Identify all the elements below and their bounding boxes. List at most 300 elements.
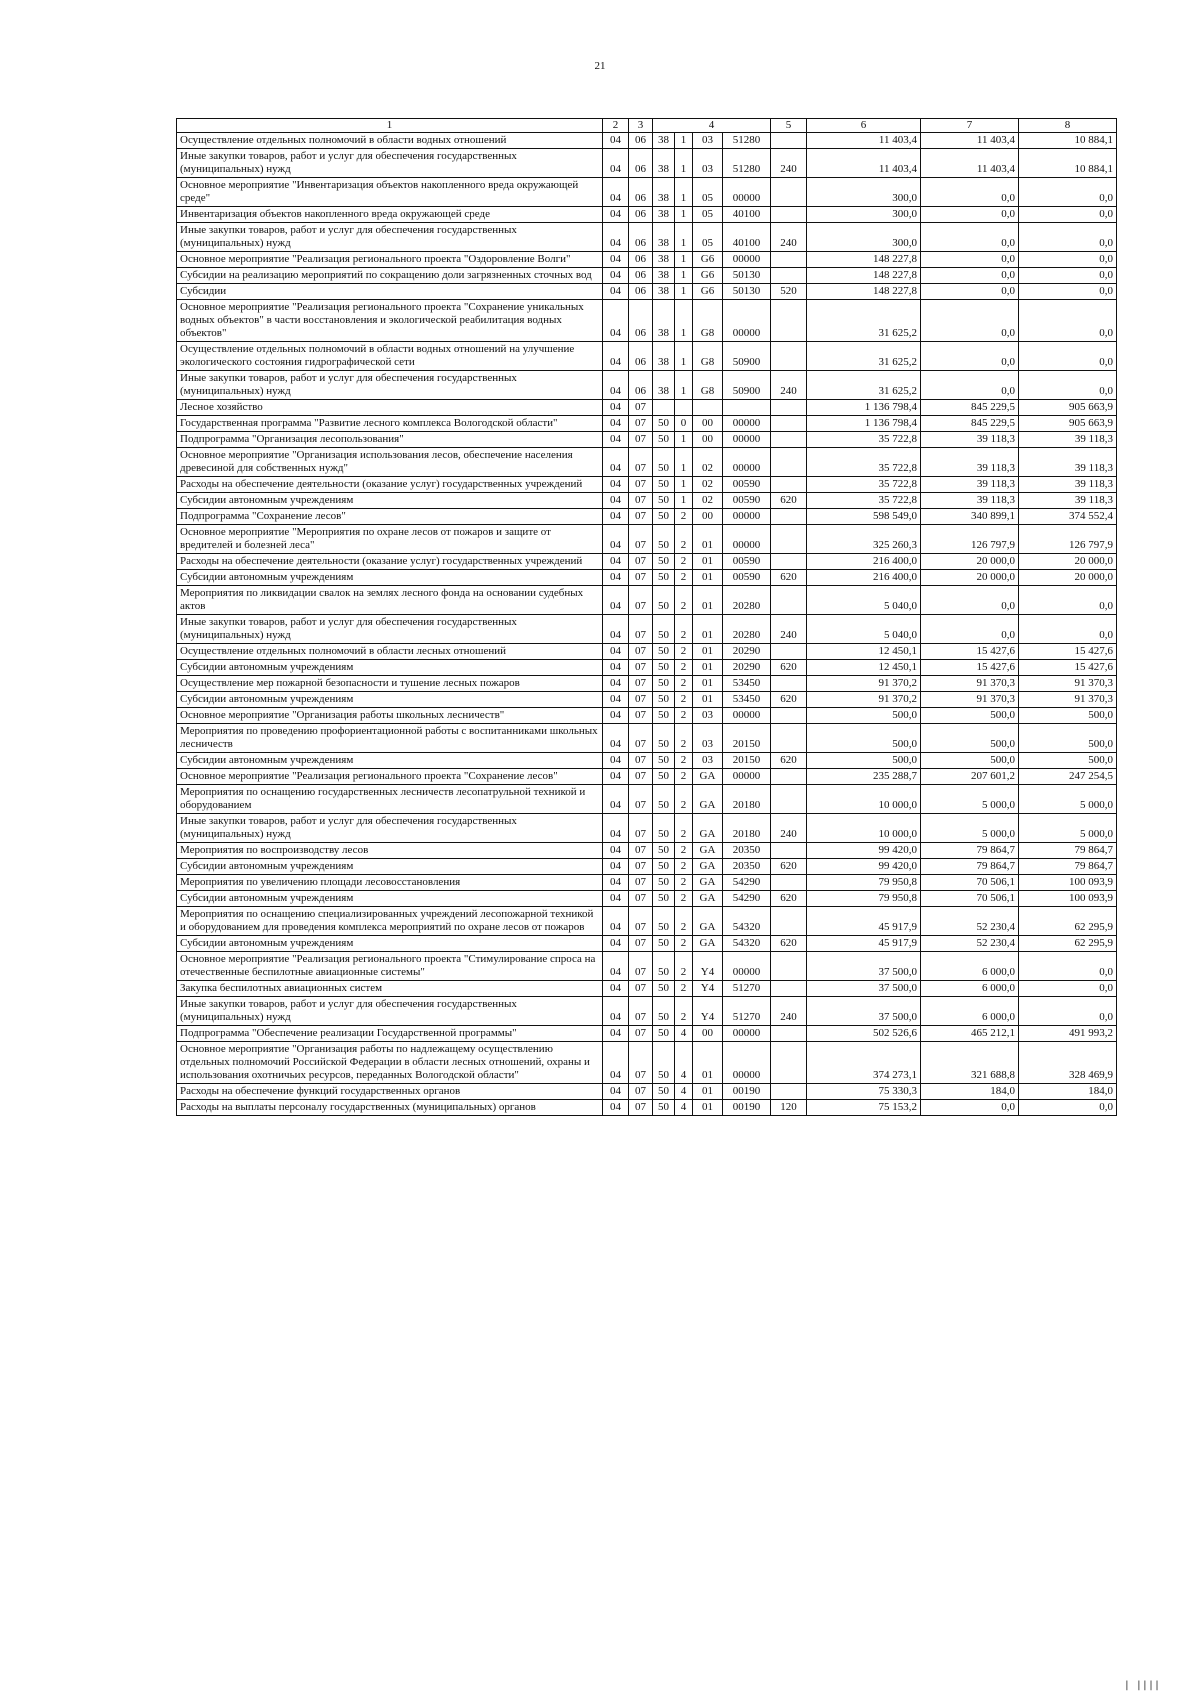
- cell-amount-8: 79 864,7: [1019, 843, 1117, 859]
- row-name: Расходы на обеспечение функций государственных органов: [177, 1084, 603, 1100]
- cell-expense-type: [771, 509, 807, 525]
- cell-direction: 50130: [723, 268, 771, 284]
- cell-amount-8: 247 254,5: [1019, 769, 1117, 785]
- cell-subsection: 07: [629, 907, 653, 936]
- cell-amount-7: 0,0: [921, 1100, 1019, 1116]
- cell-expense-type: [771, 477, 807, 493]
- cell-amount-6: 31 625,2: [807, 371, 921, 400]
- cell-amount-8: 905 663,9: [1019, 400, 1117, 416]
- cell-amount-8: 0,0: [1019, 952, 1117, 981]
- table-row: [177, 859, 1117, 875]
- cell-subsection: 07: [629, 525, 653, 554]
- cell-direction: 51270: [723, 997, 771, 1026]
- cell-section: 04: [603, 1100, 629, 1116]
- cell-amount-8: 0,0: [1019, 586, 1117, 615]
- cell-program: 50: [653, 1026, 675, 1042]
- table-row: [177, 400, 1117, 416]
- cell-amount-6: 35 722,8: [807, 432, 921, 448]
- cell-subsection: 06: [629, 207, 653, 223]
- cell-event: GA: [693, 785, 723, 814]
- cell-section: 04: [603, 477, 629, 493]
- cell-amount-6: 1 136 798,4: [807, 400, 921, 416]
- row-name: Основное мероприятие "Организация использования лесов, обеспечение населения древесиной для собственных нужд": [177, 448, 603, 477]
- cell-event: 01: [693, 554, 723, 570]
- cell-section: 04: [603, 342, 629, 371]
- table-row: [177, 525, 1117, 554]
- table-row: [177, 660, 1117, 676]
- cell-program: 50: [653, 477, 675, 493]
- cell-amount-8: 0,0: [1019, 223, 1117, 252]
- cell-expense-type: 620: [771, 936, 807, 952]
- cell-expense-type: [771, 525, 807, 554]
- cell-direction: 53450: [723, 676, 771, 692]
- cell-amount-6: 91 370,2: [807, 692, 921, 708]
- cell-subsection: 06: [629, 342, 653, 371]
- cell-subprogram: 1: [675, 284, 693, 300]
- cell-amount-7: 39 118,3: [921, 493, 1019, 509]
- cell-subsection: 07: [629, 554, 653, 570]
- cell-program: 50: [653, 570, 675, 586]
- table-row: [177, 207, 1117, 223]
- cell-amount-7: 20 000,0: [921, 570, 1019, 586]
- cell-section: 04: [603, 660, 629, 676]
- column-header: 4: [653, 119, 771, 133]
- column-header: 1: [177, 119, 603, 133]
- cell-amount-6: 500,0: [807, 753, 921, 769]
- cell-subprogram: 2: [675, 997, 693, 1026]
- table-row: [177, 223, 1117, 252]
- row-name: Мероприятия по оснащению государственных лесничеств лесопатрульной техникой и оборудованием: [177, 785, 603, 814]
- cell-subsection: 06: [629, 300, 653, 342]
- cell-direction: 50900: [723, 342, 771, 371]
- row-name: Субсидии автономным учреждениям: [177, 859, 603, 875]
- row-name: Осуществление отдельных полномочий в области водных отношений: [177, 133, 603, 149]
- cell-section: 04: [603, 509, 629, 525]
- cell-amount-7: 52 230,4: [921, 936, 1019, 952]
- cell-expense-type: [771, 207, 807, 223]
- row-name: Мероприятия по ликвидации свалок на землях лесного фонда на основании судебных актов: [177, 586, 603, 615]
- table-row: [177, 1042, 1117, 1084]
- cell-direction: 00000: [723, 178, 771, 207]
- cell-amount-7: 52 230,4: [921, 907, 1019, 936]
- cell-event: G8: [693, 342, 723, 371]
- cell-expense-type: [771, 708, 807, 724]
- cell-subsection: 07: [629, 493, 653, 509]
- table-row: [177, 997, 1117, 1026]
- cell-amount-7: 70 506,1: [921, 875, 1019, 891]
- cell-direction: 51280: [723, 133, 771, 149]
- cell-direction: 20150: [723, 724, 771, 753]
- cell-expense-type: [771, 400, 807, 416]
- cell-section: 04: [603, 432, 629, 448]
- cell-subprogram: 1: [675, 207, 693, 223]
- row-name: Субсидии автономным учреждениям: [177, 891, 603, 907]
- table-row: [177, 753, 1117, 769]
- cell-amount-8: 15 427,6: [1019, 660, 1117, 676]
- cell-amount-7: 0,0: [921, 342, 1019, 371]
- cell-expense-type: [771, 769, 807, 785]
- cell-event: GA: [693, 907, 723, 936]
- cell-event: Y4: [693, 981, 723, 997]
- row-name: Подпрограмма "Сохранение лесов": [177, 509, 603, 525]
- cell-amount-7: 0,0: [921, 268, 1019, 284]
- cell-subprogram: [675, 400, 693, 416]
- table-row: [177, 416, 1117, 432]
- cell-expense-type: [771, 1042, 807, 1084]
- cell-subsection: 07: [629, 477, 653, 493]
- row-name: Мероприятия по оснащению специализированных учреждений лесопожарной техникой и оборудованием для проведения комплекса мероприятий по охране лесов от пожаров: [177, 907, 603, 936]
- cell-amount-6: 12 450,1: [807, 660, 921, 676]
- cell-program: 38: [653, 133, 675, 149]
- table-row: [177, 692, 1117, 708]
- cell-subsection: 06: [629, 268, 653, 284]
- cell-amount-6: 75 153,2: [807, 1100, 921, 1116]
- cell-program: 50: [653, 859, 675, 875]
- cell-amount-7: 5 000,0: [921, 814, 1019, 843]
- cell-subprogram: 2: [675, 554, 693, 570]
- cell-expense-type: [771, 676, 807, 692]
- row-name: Субсидии автономным учреждениям: [177, 660, 603, 676]
- cell-direction: [723, 400, 771, 416]
- cell-amount-6: 300,0: [807, 207, 921, 223]
- cell-expense-type: 240: [771, 814, 807, 843]
- cell-program: 50: [653, 1100, 675, 1116]
- cell-expense-type: 240: [771, 997, 807, 1026]
- cell-amount-8: 20 000,0: [1019, 570, 1117, 586]
- cell-section: 04: [603, 753, 629, 769]
- cell-amount-6: 91 370,2: [807, 676, 921, 692]
- cell-subprogram: 1: [675, 493, 693, 509]
- cell-event: G8: [693, 300, 723, 342]
- column-header: 6: [807, 119, 921, 133]
- cell-expense-type: [771, 875, 807, 891]
- table-row: [177, 477, 1117, 493]
- cell-amount-6: 500,0: [807, 724, 921, 753]
- cell-section: 04: [603, 416, 629, 432]
- cell-subprogram: 1: [675, 432, 693, 448]
- cell-event: 01: [693, 586, 723, 615]
- row-name: Подпрограмма "Обеспечение реализации Государственной программы": [177, 1026, 603, 1042]
- cell-amount-6: 10 000,0: [807, 785, 921, 814]
- cell-amount-7: 207 601,2: [921, 769, 1019, 785]
- cell-program: 38: [653, 371, 675, 400]
- cell-subprogram: 2: [675, 952, 693, 981]
- cell-direction: 54290: [723, 891, 771, 907]
- row-name: Иные закупки товаров, работ и услуг для обеспечения государственных (муниципальных) нужд: [177, 997, 603, 1026]
- row-name: Субсидии автономным учреждениям: [177, 692, 603, 708]
- cell-expense-type: [771, 178, 807, 207]
- cell-amount-8: 91 370,3: [1019, 676, 1117, 692]
- cell-amount-6: 325 260,3: [807, 525, 921, 554]
- table-row: [177, 724, 1117, 753]
- cell-event: 01: [693, 615, 723, 644]
- cell-amount-8: 126 797,9: [1019, 525, 1117, 554]
- row-name: Мероприятия по воспроизводству лесов: [177, 843, 603, 859]
- cell-program: 50: [653, 586, 675, 615]
- cell-subsection: 07: [629, 891, 653, 907]
- cell-amount-7: 39 118,3: [921, 448, 1019, 477]
- cell-section: 04: [603, 1084, 629, 1100]
- cell-event: 01: [693, 692, 723, 708]
- table-row: [177, 891, 1117, 907]
- cell-subprogram: 4: [675, 1042, 693, 1084]
- cell-event: 00: [693, 1026, 723, 1042]
- cell-amount-8: 0,0: [1019, 997, 1117, 1026]
- cell-program: 50: [653, 907, 675, 936]
- cell-amount-7: 0,0: [921, 284, 1019, 300]
- row-name: Субсидии: [177, 284, 603, 300]
- cell-amount-7: 500,0: [921, 753, 1019, 769]
- cell-event: 03: [693, 133, 723, 149]
- cell-section: 04: [603, 875, 629, 891]
- cell-amount-7: 6 000,0: [921, 981, 1019, 997]
- cell-subsection: 07: [629, 509, 653, 525]
- cell-amount-6: 79 950,8: [807, 875, 921, 891]
- table-row: [177, 149, 1117, 178]
- cell-event: 01: [693, 570, 723, 586]
- cell-program: 50: [653, 644, 675, 660]
- cell-section: 04: [603, 859, 629, 875]
- cell-expense-type: [771, 644, 807, 660]
- cell-amount-7: 11 403,4: [921, 133, 1019, 149]
- cell-subprogram: 2: [675, 586, 693, 615]
- row-name: Субсидии автономным учреждениям: [177, 493, 603, 509]
- table-row: [177, 981, 1117, 997]
- cell-direction: 00000: [723, 416, 771, 432]
- cell-direction: 00000: [723, 252, 771, 268]
- cell-amount-8: 10 884,1: [1019, 149, 1117, 178]
- cell-program: 50: [653, 676, 675, 692]
- cell-expense-type: 520: [771, 284, 807, 300]
- cell-amount-7: 70 506,1: [921, 891, 1019, 907]
- cell-direction: 00000: [723, 432, 771, 448]
- cell-event: 00: [693, 509, 723, 525]
- cell-program: 50: [653, 814, 675, 843]
- row-name: Основное мероприятие "Реализация регионального проекта "Стимулирование спроса на отечественные беспилотные авиационные системы": [177, 952, 603, 981]
- table-row: [177, 769, 1117, 785]
- cell-direction: 00190: [723, 1100, 771, 1116]
- cell-subprogram: 2: [675, 891, 693, 907]
- cell-subsection: 07: [629, 814, 653, 843]
- table-row: [177, 907, 1117, 936]
- cell-amount-6: 35 722,8: [807, 477, 921, 493]
- table-row: [177, 178, 1117, 207]
- cell-amount-7: 321 688,8: [921, 1042, 1019, 1084]
- cell-subsection: 07: [629, 997, 653, 1026]
- cell-subsection: 06: [629, 149, 653, 178]
- cell-direction: 20150: [723, 753, 771, 769]
- cell-amount-6: 45 917,9: [807, 907, 921, 936]
- cell-event: G6: [693, 284, 723, 300]
- table-body: [177, 133, 1117, 1116]
- column-header: 8: [1019, 119, 1117, 133]
- cell-amount-7: 20 000,0: [921, 554, 1019, 570]
- cell-amount-7: 0,0: [921, 207, 1019, 223]
- cell-subprogram: 2: [675, 936, 693, 952]
- table-row: [177, 509, 1117, 525]
- table-row: [177, 644, 1117, 660]
- cell-direction: 20280: [723, 615, 771, 644]
- cell-amount-8: 374 552,4: [1019, 509, 1117, 525]
- cell-subprogram: 2: [675, 692, 693, 708]
- cell-amount-7: 79 864,7: [921, 843, 1019, 859]
- table-row: [177, 952, 1117, 981]
- cell-event: GA: [693, 814, 723, 843]
- cell-amount-7: 0,0: [921, 252, 1019, 268]
- cell-amount-6: 598 549,0: [807, 509, 921, 525]
- cell-event: Y4: [693, 952, 723, 981]
- cell-event: G6: [693, 252, 723, 268]
- cell-subprogram: 1: [675, 342, 693, 371]
- cell-program: 50: [653, 493, 675, 509]
- cell-amount-8: 91 370,3: [1019, 692, 1117, 708]
- cell-program: 50: [653, 843, 675, 859]
- cell-amount-8: 0,0: [1019, 371, 1117, 400]
- cell-section: 04: [603, 252, 629, 268]
- cell-amount-8: 0,0: [1019, 252, 1117, 268]
- cell-section: 04: [603, 525, 629, 554]
- cell-subprogram: 4: [675, 1026, 693, 1042]
- cell-program: 38: [653, 284, 675, 300]
- cell-direction: 50900: [723, 371, 771, 400]
- cell-event: GA: [693, 843, 723, 859]
- cell-amount-6: 502 526,6: [807, 1026, 921, 1042]
- cell-amount-8: 0,0: [1019, 207, 1117, 223]
- cell-direction: 20290: [723, 660, 771, 676]
- cell-subprogram: 1: [675, 268, 693, 284]
- cell-subsection: 07: [629, 586, 653, 615]
- cell-expense-type: 620: [771, 753, 807, 769]
- cell-program: 50: [653, 554, 675, 570]
- cell-subsection: 07: [629, 692, 653, 708]
- cell-event: 01: [693, 1084, 723, 1100]
- table-row: [177, 1026, 1117, 1042]
- cell-program: 50: [653, 509, 675, 525]
- cell-direction: 51280: [723, 149, 771, 178]
- cell-subsection: 07: [629, 676, 653, 692]
- cell-event: GA: [693, 859, 723, 875]
- cell-expense-type: [771, 300, 807, 342]
- cell-expense-type: [771, 952, 807, 981]
- cell-amount-8: 491 993,2: [1019, 1026, 1117, 1042]
- cell-expense-type: [771, 724, 807, 753]
- cell-amount-6: 11 403,4: [807, 149, 921, 178]
- table-header: [177, 119, 1117, 133]
- cell-event: 00: [693, 416, 723, 432]
- cell-subsection: 06: [629, 223, 653, 252]
- row-name: Закупка беспилотных авиационных систем: [177, 981, 603, 997]
- cell-amount-8: 20 000,0: [1019, 554, 1117, 570]
- cell-amount-8: 79 864,7: [1019, 859, 1117, 875]
- cell-amount-6: 11 403,4: [807, 133, 921, 149]
- row-name: Иные закупки товаров, работ и услуг для обеспечения государственных (муниципальных) нужд: [177, 371, 603, 400]
- cell-amount-7: 11 403,4: [921, 149, 1019, 178]
- cell-amount-7: 0,0: [921, 586, 1019, 615]
- cell-amount-6: 148 227,8: [807, 284, 921, 300]
- cell-subprogram: 2: [675, 769, 693, 785]
- cell-program: 50: [653, 1042, 675, 1084]
- cell-section: 04: [603, 724, 629, 753]
- cell-section: 04: [603, 952, 629, 981]
- row-name: Основное мероприятие "Мероприятия по охране лесов от пожаров и защите от вредителей и болезней леса": [177, 525, 603, 554]
- cell-amount-6: 10 000,0: [807, 814, 921, 843]
- cell-event: [693, 400, 723, 416]
- cell-direction: 54320: [723, 936, 771, 952]
- cell-expense-type: [771, 416, 807, 432]
- cell-subsection: 07: [629, 1100, 653, 1116]
- cell-section: 04: [603, 149, 629, 178]
- cell-subsection: 07: [629, 570, 653, 586]
- cell-amount-6: 99 420,0: [807, 843, 921, 859]
- cell-direction: 00190: [723, 1084, 771, 1100]
- cell-expense-type: [771, 1026, 807, 1042]
- cell-subprogram: 1: [675, 477, 693, 493]
- cell-subsection: 07: [629, 769, 653, 785]
- cell-amount-7: 5 000,0: [921, 785, 1019, 814]
- cell-expense-type: [771, 448, 807, 477]
- cell-expense-type: 240: [771, 223, 807, 252]
- cell-subprogram: 2: [675, 708, 693, 724]
- cell-subsection: 07: [629, 981, 653, 997]
- row-name: Основное мероприятие "Реализация регионального проекта "Сохранение лесов": [177, 769, 603, 785]
- cell-event: 03: [693, 708, 723, 724]
- row-name: Мероприятия по увеличению площади лесовосстановления: [177, 875, 603, 891]
- cell-subsection: 07: [629, 952, 653, 981]
- cell-direction: 54290: [723, 875, 771, 891]
- cell-subprogram: 2: [675, 785, 693, 814]
- cell-amount-7: 500,0: [921, 724, 1019, 753]
- cell-amount-7: 0,0: [921, 223, 1019, 252]
- cell-subsection: 07: [629, 1084, 653, 1100]
- cell-amount-7: 500,0: [921, 708, 1019, 724]
- cell-expense-type: [771, 252, 807, 268]
- cell-section: 04: [603, 981, 629, 997]
- cell-section: 04: [603, 785, 629, 814]
- cell-subprogram: 1: [675, 133, 693, 149]
- cell-amount-7: 39 118,3: [921, 477, 1019, 493]
- cell-event: 01: [693, 1100, 723, 1116]
- cell-expense-type: [771, 1084, 807, 1100]
- cell-section: 04: [603, 554, 629, 570]
- cell-program: 38: [653, 223, 675, 252]
- cell-direction: 40100: [723, 223, 771, 252]
- cell-program: 50: [653, 936, 675, 952]
- cell-expense-type: [771, 843, 807, 859]
- cell-subprogram: 1: [675, 223, 693, 252]
- row-name: Мероприятия по проведению профориентационной работы с воспитанниками школьных лесничеств: [177, 724, 603, 753]
- cell-subsection: 07: [629, 416, 653, 432]
- cell-amount-6: 148 227,8: [807, 252, 921, 268]
- cell-subsection: 07: [629, 448, 653, 477]
- budget-table: [176, 118, 1117, 1116]
- cell-direction: 00000: [723, 300, 771, 342]
- cell-program: 50: [653, 997, 675, 1026]
- cell-subsection: 07: [629, 660, 653, 676]
- cell-subsection: 07: [629, 875, 653, 891]
- cell-subprogram: 2: [675, 814, 693, 843]
- table-row: [177, 843, 1117, 859]
- cell-event: 02: [693, 493, 723, 509]
- cell-program: 50: [653, 981, 675, 997]
- cell-subprogram: 2: [675, 615, 693, 644]
- cell-direction: 00590: [723, 554, 771, 570]
- cell-section: 04: [603, 1042, 629, 1084]
- row-name: Осуществление отдельных полномочий в области водных отношений на улучшение экологического состояния гидрографической сети: [177, 342, 603, 371]
- cell-subsection: 06: [629, 252, 653, 268]
- cell-expense-type: 240: [771, 371, 807, 400]
- cell-section: 04: [603, 769, 629, 785]
- cell-amount-6: 1 136 798,4: [807, 416, 921, 432]
